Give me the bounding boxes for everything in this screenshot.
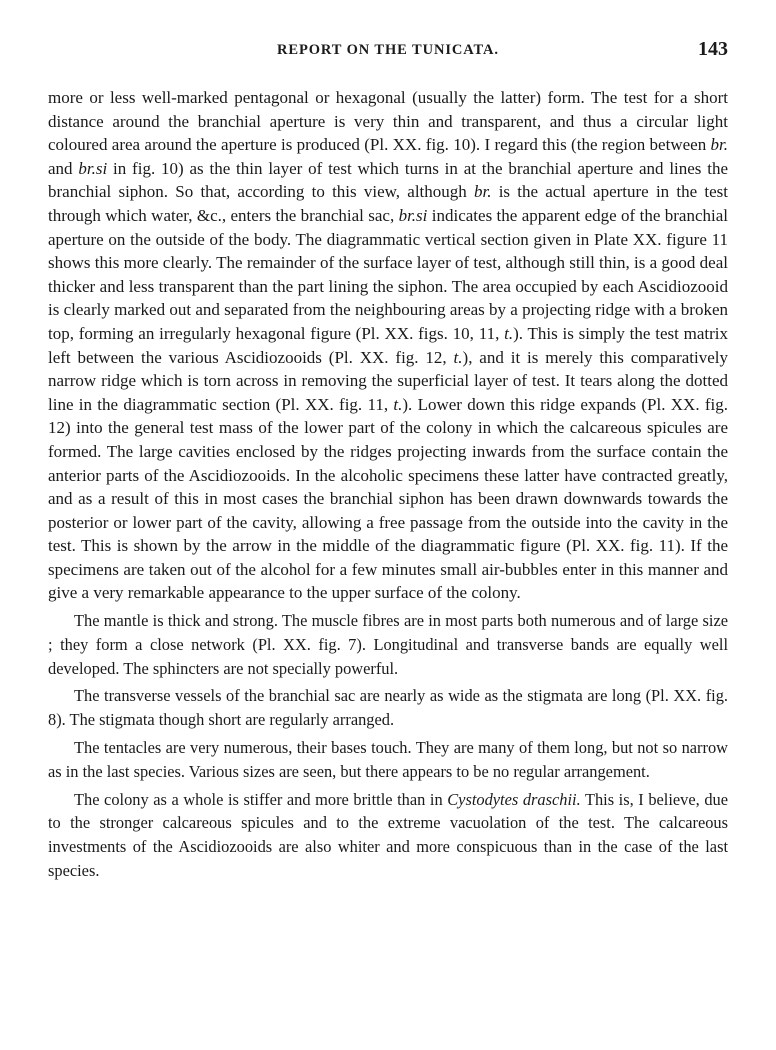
text-run: The colony as a whole is stiffer and more brittle than in <box>74 789 448 809</box>
page-number: 143 <box>698 38 728 60</box>
italic-text: t. <box>504 323 514 343</box>
italic-text: br.si <box>78 158 108 178</box>
text-run: indicates the apparent edge of the branchial aperture on the outside of the body. The diagrammatic vertical section given in Plate XX. figure 11 shows this more clearly. The remainder of the surface layer of test, although still thin, is a good deal thicker and less transparent than the part lining the siphon. The area occupied by each Ascidiozooid is clearly marked out and separated from the neighbouring areas by a projecting ridge with a broken top, forming an irregularly hexagonal figure (Pl. XX. figs. 10, 11, <box>48 205 728 343</box>
text-run: in fig. 10) as the thin layer of test which turns in at the branchial aperture and lines the branchial siphon. So that, according to this view, although <box>48 158 729 202</box>
paragraph <box>48 788 728 883</box>
body-text <box>48 86 728 883</box>
italic-text: br.si <box>398 205 428 225</box>
paragraph <box>48 609 728 680</box>
text-run: and <box>48 158 79 178</box>
paragraph <box>48 86 728 605</box>
running-title: REPORT ON THE TUNICATA. <box>277 42 499 58</box>
paragraph <box>48 684 728 732</box>
italic-text: Cystodytes draschii. <box>447 789 581 809</box>
italic-text: br. <box>474 182 492 202</box>
text-run: is the actual aperture in the test through which water, &c., enters the branchial sac, <box>48 182 728 225</box>
text-run: The transverse vessels of the branchial sac are nearly as wide as the stigmata are long (Pl. XX. fig. 8). The stigmata though short are regularly arranged. <box>48 686 728 730</box>
text-run: ), and it is merely this comparatively narrow ridge which is torn across in removing the superficial layer of test. It tears along the dotted line in the diagrammatic section (Pl. XX. fig. 11, <box>48 347 728 414</box>
text-run: The mantle is thick and strong. The muscle fibres are in most parts both numerous and of large size ; they form a close network (Pl. XX. fig. 7). Longitudinal and transverse bands are equally well developed. The sphincters are not specially powerful. <box>48 611 728 678</box>
italic-text: t. <box>453 347 463 367</box>
document-page <box>48 38 728 887</box>
italic-text: br. <box>710 135 728 155</box>
text-run: The tentacles are very numerous, their bases touch. They are many of them long, but not so narrow as in the last species. Various sizes are seen, but there appears to be no regular arrangement. <box>48 738 728 781</box>
paragraph <box>48 736 728 784</box>
italic-text: t. <box>393 394 403 414</box>
text-run: more or less well-marked pentagonal or hexagonal (usually the latter) form. The test for a short distance around the branchial aperture is very thin and transparent, and thus a circular light coloured area around the aperture is produced (Pl. XX. fig. 10). I regard this (the region between <box>48 88 728 155</box>
text-run: ). Lower down this ridge expands (Pl. XX. fig. 12) into the general test mass of the lower part of the colony in which the calcareous spicules are formed. The large cavities enclosed by the ridges projecting inwards from the surface contain the anterior parts of the Ascidiozooids. In the alcoholic specimens these latter have contracted greatly, and as a result of this in most cases the branchial siphon has been drawn downwards towards the posterior or lower part of the cavity, allowing a free passage from the outside into the cavity in the test. This is shown by the arrow in the middle of the diagrammatic figure (Pl. XX. fig. 11). If the specimens are taken out of the alcohol for a few minutes small air-bubbles enter in this manner and give a very remarkable appearance to the upper surface of the colony. <box>48 394 729 603</box>
text-run: ). This is simply the test matrix left between the various Ascidiozooids (Pl. XX. fig. 12, <box>48 323 728 367</box>
text-run: This is, I believe, due to the stronger calcareous spicules and to the extreme vacuolation of the test. The calcareous investments of the Ascidiozooids are also whiter and more conspicuous than in the case of the last species. <box>48 789 728 881</box>
running-header <box>48 38 728 62</box>
